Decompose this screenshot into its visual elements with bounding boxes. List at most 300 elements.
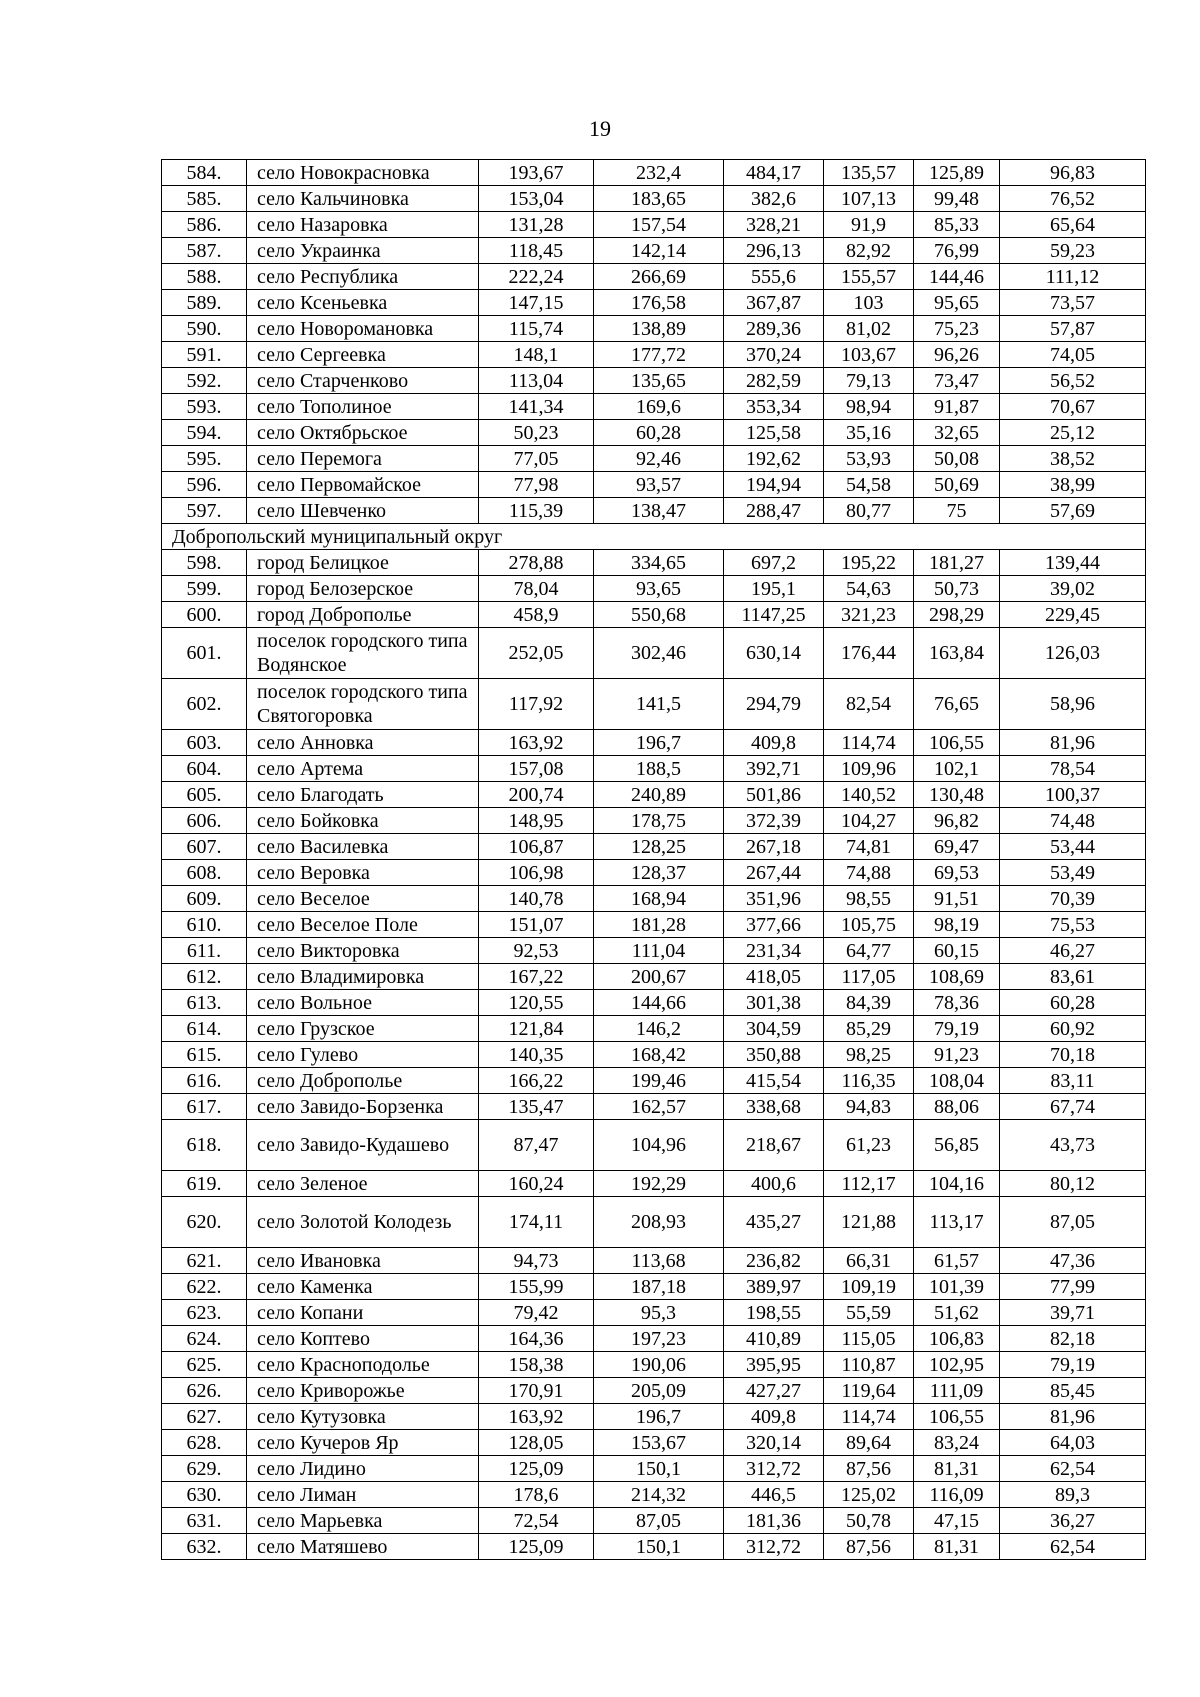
table-row (162, 808, 1146, 834)
settlement-name: село Василевка (247, 834, 479, 860)
settlement-name: село Октябрьское (247, 420, 479, 446)
value-col-4: 85,29 (824, 1016, 914, 1042)
value-col-1: 78,04 (479, 576, 594, 602)
value-col-2: 153,67 (594, 1430, 724, 1456)
settlement-name: село Завидо-Кудашево (247, 1120, 479, 1171)
value-col-1: 141,34 (479, 394, 594, 420)
settlement-name: село Ксеньевка (247, 290, 479, 316)
value-col-2: 128,25 (594, 834, 724, 860)
value-col-1: 160,24 (479, 1171, 594, 1197)
value-col-4: 64,77 (824, 938, 914, 964)
value-col-5: 130,48 (914, 782, 1000, 808)
value-col-5: 108,69 (914, 964, 1000, 990)
value-col-6: 57,87 (1000, 316, 1146, 342)
value-col-4: 50,78 (824, 1508, 914, 1534)
value-col-6: 81,96 (1000, 730, 1146, 756)
value-col-6: 60,28 (1000, 990, 1146, 1016)
value-col-5: 50,69 (914, 472, 1000, 498)
value-col-4: 89,64 (824, 1430, 914, 1456)
value-col-5: 163,84 (914, 628, 1000, 679)
value-col-4: 103 (824, 290, 914, 316)
value-col-1: 77,05 (479, 446, 594, 472)
row-number: 615. (162, 1042, 247, 1068)
value-col-4: 116,35 (824, 1068, 914, 1094)
value-col-4: 125,02 (824, 1482, 914, 1508)
value-col-5: 101,39 (914, 1274, 1000, 1300)
table-row (162, 1171, 1146, 1197)
value-col-3: 289,36 (724, 316, 824, 342)
value-col-1: 151,07 (479, 912, 594, 938)
value-col-6: 43,73 (1000, 1120, 1146, 1171)
value-col-3: 389,97 (724, 1274, 824, 1300)
value-col-6: 65,64 (1000, 212, 1146, 238)
value-col-2: 142,14 (594, 238, 724, 264)
value-col-4: 121,88 (824, 1197, 914, 1248)
value-col-5: 56,85 (914, 1120, 1000, 1171)
settlement-name: город Белицкое (247, 550, 479, 576)
row-number: 624. (162, 1326, 247, 1352)
value-col-1: 278,88 (479, 550, 594, 576)
table-row (162, 264, 1146, 290)
value-col-5: 102,95 (914, 1352, 1000, 1378)
value-col-5: 298,29 (914, 602, 1000, 628)
value-col-6: 82,18 (1000, 1326, 1146, 1352)
value-col-4: 94,83 (824, 1094, 914, 1120)
value-col-5: 76,65 (914, 679, 1000, 730)
value-col-6: 53,49 (1000, 860, 1146, 886)
value-col-1: 458,9 (479, 602, 594, 628)
value-col-5: 96,26 (914, 342, 1000, 368)
table-row (162, 1300, 1146, 1326)
value-col-4: 135,57 (824, 160, 914, 186)
table-row (162, 1248, 1146, 1274)
value-col-5: 98,19 (914, 912, 1000, 938)
table-row (162, 1534, 1146, 1560)
value-col-2: 144,66 (594, 990, 724, 1016)
value-col-1: 178,6 (479, 1482, 594, 1508)
value-col-1: 155,99 (479, 1274, 594, 1300)
table-row (162, 1352, 1146, 1378)
table-row (162, 238, 1146, 264)
value-col-2: 188,5 (594, 756, 724, 782)
value-col-1: 147,15 (479, 290, 594, 316)
value-col-1: 163,92 (479, 730, 594, 756)
value-col-3: 555,6 (724, 264, 824, 290)
value-col-1: 167,22 (479, 964, 594, 990)
value-col-5: 78,36 (914, 990, 1000, 1016)
value-col-4: 119,64 (824, 1378, 914, 1404)
table-row (162, 628, 1146, 679)
row-number: 631. (162, 1508, 247, 1534)
settlement-name: село Веровка (247, 860, 479, 886)
value-col-3: 630,14 (724, 628, 824, 679)
value-col-6: 83,61 (1000, 964, 1146, 990)
value-col-1: 115,74 (479, 316, 594, 342)
value-col-3: 1147,25 (724, 602, 824, 628)
value-col-4: 74,88 (824, 860, 914, 886)
value-col-3: 395,95 (724, 1352, 824, 1378)
settlement-name: село Кутузовка (247, 1404, 479, 1430)
value-col-4: 54,63 (824, 576, 914, 602)
settlement-name: село Старченково (247, 368, 479, 394)
value-col-3: 370,24 (724, 342, 824, 368)
value-col-2: 104,96 (594, 1120, 724, 1171)
value-col-4: 74,81 (824, 834, 914, 860)
value-col-3: 218,67 (724, 1120, 824, 1171)
row-number: 599. (162, 576, 247, 602)
row-number: 597. (162, 498, 247, 524)
value-col-2: 196,7 (594, 1404, 724, 1430)
value-col-6: 46,27 (1000, 938, 1146, 964)
value-col-2: 169,6 (594, 394, 724, 420)
value-col-5: 116,09 (914, 1482, 1000, 1508)
value-col-2: 150,1 (594, 1456, 724, 1482)
value-col-4: 105,75 (824, 912, 914, 938)
table-row (162, 730, 1146, 756)
value-col-1: 125,09 (479, 1456, 594, 1482)
value-col-6: 83,11 (1000, 1068, 1146, 1094)
value-col-2: 205,09 (594, 1378, 724, 1404)
table-row (162, 1326, 1146, 1352)
value-col-5: 60,15 (914, 938, 1000, 964)
table-row (162, 782, 1146, 808)
value-col-2: 128,37 (594, 860, 724, 886)
row-number: 598. (162, 550, 247, 576)
value-col-2: 150,1 (594, 1534, 724, 1560)
row-number: 612. (162, 964, 247, 990)
value-col-5: 75,23 (914, 316, 1000, 342)
row-number: 595. (162, 446, 247, 472)
value-col-4: 104,27 (824, 808, 914, 834)
value-col-1: 120,55 (479, 990, 594, 1016)
table-row (162, 290, 1146, 316)
value-col-6: 60,92 (1000, 1016, 1146, 1042)
table-row (162, 368, 1146, 394)
value-col-1: 148,95 (479, 808, 594, 834)
value-col-1: 153,04 (479, 186, 594, 212)
value-col-3: 367,87 (724, 290, 824, 316)
table-row (162, 1197, 1146, 1248)
value-col-4: 321,23 (824, 602, 914, 628)
value-col-5: 83,24 (914, 1430, 1000, 1456)
value-col-5: 50,08 (914, 446, 1000, 472)
row-number: 589. (162, 290, 247, 316)
row-number: 591. (162, 342, 247, 368)
section-header-row (162, 524, 1146, 550)
row-number: 592. (162, 368, 247, 394)
value-col-3: 372,39 (724, 808, 824, 834)
table-row (162, 834, 1146, 860)
value-col-6: 80,12 (1000, 1171, 1146, 1197)
value-col-6: 87,05 (1000, 1197, 1146, 1248)
value-col-6: 70,18 (1000, 1042, 1146, 1068)
row-number: 603. (162, 730, 247, 756)
table-row (162, 472, 1146, 498)
value-col-2: 176,58 (594, 290, 724, 316)
value-col-5: 81,31 (914, 1534, 1000, 1560)
value-col-4: 98,94 (824, 394, 914, 420)
settlement-name: село Коптево (247, 1326, 479, 1352)
value-col-3: 435,27 (724, 1197, 824, 1248)
value-col-4: 98,55 (824, 886, 914, 912)
value-col-2: 138,89 (594, 316, 724, 342)
value-col-4: 176,44 (824, 628, 914, 679)
value-col-1: 77,98 (479, 472, 594, 498)
value-col-2: 214,32 (594, 1482, 724, 1508)
row-number: 621. (162, 1248, 247, 1274)
value-col-2: 141,5 (594, 679, 724, 730)
table-row (162, 576, 1146, 602)
settlement-name: город Белозерское (247, 576, 479, 602)
value-col-4: 35,16 (824, 420, 914, 446)
table-row (162, 679, 1146, 730)
value-col-5: 106,55 (914, 1404, 1000, 1430)
value-col-6: 62,54 (1000, 1534, 1146, 1560)
value-col-3: 501,86 (724, 782, 824, 808)
value-col-3: 195,1 (724, 576, 824, 602)
value-col-2: 240,89 (594, 782, 724, 808)
settlement-name: село Назаровка (247, 212, 479, 238)
value-col-3: 282,59 (724, 368, 824, 394)
value-col-4: 114,74 (824, 1404, 914, 1430)
table-row (162, 186, 1146, 212)
value-col-6: 139,44 (1000, 550, 1146, 576)
value-col-4: 109,19 (824, 1274, 914, 1300)
value-col-6: 100,37 (1000, 782, 1146, 808)
table-row (162, 1120, 1146, 1171)
value-col-1: 117,92 (479, 679, 594, 730)
value-col-2: 135,65 (594, 368, 724, 394)
settlement-name: село Новоромановка (247, 316, 479, 342)
value-col-3: 312,72 (724, 1534, 824, 1560)
row-number: 613. (162, 990, 247, 1016)
value-col-1: 50,23 (479, 420, 594, 446)
settlement-name: село Новокрасновка (247, 160, 479, 186)
table-row (162, 860, 1146, 886)
value-col-5: 144,46 (914, 264, 1000, 290)
value-col-2: 266,69 (594, 264, 724, 290)
value-col-2: 550,68 (594, 602, 724, 628)
value-col-1: 106,98 (479, 860, 594, 886)
value-col-1: 131,28 (479, 212, 594, 238)
table-row (162, 446, 1146, 472)
settlement-name: село Тополиное (247, 394, 479, 420)
value-col-2: 190,06 (594, 1352, 724, 1378)
row-number: 625. (162, 1352, 247, 1378)
value-col-4: 112,17 (824, 1171, 914, 1197)
value-col-5: 181,27 (914, 550, 1000, 576)
value-col-6: 39,71 (1000, 1300, 1146, 1326)
value-col-6: 64,03 (1000, 1430, 1146, 1456)
table-row (162, 1430, 1146, 1456)
settlement-name: село Золотой Колодезь (247, 1197, 479, 1248)
value-col-6: 59,23 (1000, 238, 1146, 264)
row-number: 586. (162, 212, 247, 238)
settlement-name: село Владимировка (247, 964, 479, 990)
value-col-3: 267,44 (724, 860, 824, 886)
settlement-name: село Викторовка (247, 938, 479, 964)
value-col-1: 200,74 (479, 782, 594, 808)
value-col-3: 697,2 (724, 550, 824, 576)
settlement-name: село Республика (247, 264, 479, 290)
value-col-4: 110,87 (824, 1352, 914, 1378)
value-col-1: 106,87 (479, 834, 594, 860)
row-number: 632. (162, 1534, 247, 1560)
row-number: 588. (162, 264, 247, 290)
value-col-6: 79,19 (1000, 1352, 1146, 1378)
value-col-2: 232,4 (594, 160, 724, 186)
value-col-5: 69,53 (914, 860, 1000, 886)
table-row (162, 1508, 1146, 1534)
value-col-3: 446,5 (724, 1482, 824, 1508)
table-row (162, 498, 1146, 524)
row-number: 610. (162, 912, 247, 938)
value-col-1: 115,39 (479, 498, 594, 524)
value-col-5: 47,15 (914, 1508, 1000, 1534)
settlement-name: село Артема (247, 756, 479, 782)
value-col-3: 351,96 (724, 886, 824, 912)
value-col-5: 73,47 (914, 368, 1000, 394)
value-col-5: 125,89 (914, 160, 1000, 186)
value-col-2: 196,7 (594, 730, 724, 756)
settlement-name: село Шевченко (247, 498, 479, 524)
settlements-table (161, 159, 1146, 1560)
table-row (162, 550, 1146, 576)
value-col-2: 87,05 (594, 1508, 724, 1534)
value-col-6: 70,39 (1000, 886, 1146, 912)
row-number: 585. (162, 186, 247, 212)
value-col-6: 74,48 (1000, 808, 1146, 834)
table-row (162, 964, 1146, 990)
row-number: 606. (162, 808, 247, 834)
settlement-name: село Анновка (247, 730, 479, 756)
settlement-name: поселок городского типа Водянское (247, 628, 479, 679)
settlement-name: село Каменка (247, 1274, 479, 1300)
value-col-2: 92,46 (594, 446, 724, 472)
value-col-3: 267,18 (724, 834, 824, 860)
value-col-1: 164,36 (479, 1326, 594, 1352)
value-col-4: 55,59 (824, 1300, 914, 1326)
value-col-6: 36,27 (1000, 1508, 1146, 1534)
value-col-6: 126,03 (1000, 628, 1146, 679)
value-col-6: 57,69 (1000, 498, 1146, 524)
row-number: 590. (162, 316, 247, 342)
value-col-1: 79,42 (479, 1300, 594, 1326)
value-col-3: 353,34 (724, 394, 824, 420)
settlement-name: село Доброполье (247, 1068, 479, 1094)
value-col-6: 38,99 (1000, 472, 1146, 498)
row-number: 628. (162, 1430, 247, 1456)
settlement-name: село Перемога (247, 446, 479, 472)
value-col-6: 47,36 (1000, 1248, 1146, 1274)
value-col-3: 409,8 (724, 1404, 824, 1430)
value-col-6: 96,83 (1000, 160, 1146, 186)
row-number: 617. (162, 1094, 247, 1120)
value-col-4: 155,57 (824, 264, 914, 290)
value-col-1: 113,04 (479, 368, 594, 394)
value-col-5: 91,51 (914, 886, 1000, 912)
value-col-6: 70,67 (1000, 394, 1146, 420)
value-col-3: 382,6 (724, 186, 824, 212)
value-col-3: 410,89 (724, 1326, 824, 1352)
value-col-4: 80,77 (824, 498, 914, 524)
page-number: 19 (589, 116, 611, 141)
value-col-2: 197,23 (594, 1326, 724, 1352)
table-row (162, 990, 1146, 1016)
value-col-6: 85,45 (1000, 1378, 1146, 1404)
settlement-name: село Матяшево (247, 1534, 479, 1560)
settlement-name: село Копани (247, 1300, 479, 1326)
value-col-6: 38,52 (1000, 446, 1146, 472)
value-col-1: 166,22 (479, 1068, 594, 1094)
row-number: 604. (162, 756, 247, 782)
value-col-6: 39,02 (1000, 576, 1146, 602)
value-col-6: 73,57 (1000, 290, 1146, 316)
value-col-6: 74,05 (1000, 342, 1146, 368)
value-col-6: 78,54 (1000, 756, 1146, 782)
value-col-5: 102,1 (914, 756, 1000, 782)
value-col-3: 125,58 (724, 420, 824, 446)
value-col-3: 350,88 (724, 1042, 824, 1068)
row-number: 614. (162, 1016, 247, 1042)
value-col-4: 98,25 (824, 1042, 914, 1068)
settlement-name: село Первомайское (247, 472, 479, 498)
value-col-5: 91,87 (914, 394, 1000, 420)
row-number: 601. (162, 628, 247, 679)
value-col-4: 79,13 (824, 368, 914, 394)
settlement-name: село Красноподолье (247, 1352, 479, 1378)
value-col-2: 302,46 (594, 628, 724, 679)
value-col-5: 88,06 (914, 1094, 1000, 1120)
value-col-1: 94,73 (479, 1248, 594, 1274)
value-col-6: 53,44 (1000, 834, 1146, 860)
table-row (162, 938, 1146, 964)
row-number: 619. (162, 1171, 247, 1197)
section-title: Добропольский муниципальный округ (162, 524, 1146, 550)
value-col-6: 76,52 (1000, 186, 1146, 212)
value-col-1: 252,05 (479, 628, 594, 679)
table-row (162, 1404, 1146, 1430)
value-col-6: 77,99 (1000, 1274, 1146, 1300)
value-col-2: 111,04 (594, 938, 724, 964)
value-col-6: 62,54 (1000, 1456, 1146, 1482)
settlement-name: село Гулево (247, 1042, 479, 1068)
value-col-3: 192,62 (724, 446, 824, 472)
row-number: 623. (162, 1300, 247, 1326)
value-col-4: 82,92 (824, 238, 914, 264)
value-col-4: 82,54 (824, 679, 914, 730)
value-col-3: 304,59 (724, 1016, 824, 1042)
row-number: 629. (162, 1456, 247, 1482)
table-row (162, 1068, 1146, 1094)
value-col-5: 106,83 (914, 1326, 1000, 1352)
settlement-name: село Бойковка (247, 808, 479, 834)
value-col-1: 170,91 (479, 1378, 594, 1404)
value-col-3: 301,38 (724, 990, 824, 1016)
value-col-1: 222,24 (479, 264, 594, 290)
value-col-4: 91,9 (824, 212, 914, 238)
table-row (162, 394, 1146, 420)
value-col-5: 99,48 (914, 186, 1000, 212)
row-number: 607. (162, 834, 247, 860)
value-col-5: 79,19 (914, 1016, 1000, 1042)
value-col-5: 96,82 (914, 808, 1000, 834)
value-col-4: 109,96 (824, 756, 914, 782)
table-row (162, 912, 1146, 938)
value-col-4: 84,39 (824, 990, 914, 1016)
value-col-4: 54,58 (824, 472, 914, 498)
value-col-4: 107,13 (824, 186, 914, 212)
